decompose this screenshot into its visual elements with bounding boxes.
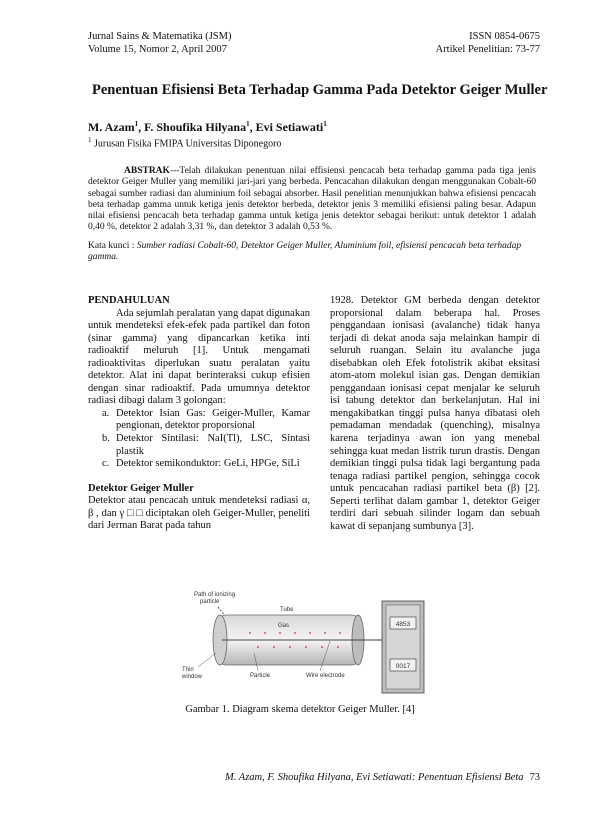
article-pages: Artikel Penelitian: 73-77 bbox=[435, 44, 540, 55]
svg-text:0017: 0017 bbox=[395, 663, 411, 670]
list-item: a. Detektor Isian Gas: Geiger-Muller, Kamar pengionan, detektor proporsional bbox=[102, 407, 310, 432]
svg-text:particle: particle bbox=[200, 599, 220, 605]
svg-text:Particle: Particle bbox=[250, 673, 271, 679]
author-1: M. Azam bbox=[88, 120, 135, 134]
svg-text:Path of ionizing: Path of ionizing bbox=[194, 592, 236, 598]
figure-caption: Gambar 1. Diagram skema detektor Geiger Muller. [4] bbox=[185, 704, 415, 715]
running-header-right bbox=[436, 30, 540, 56]
section-heading-geiger: Detektor Geiger Muller bbox=[88, 482, 194, 494]
author-2: F. Shoufika Hilyana bbox=[144, 120, 247, 134]
affiliation: $^1$ Jurusan Fisika FMIPA Universitas Diponegoro bbox=[88, 136, 282, 150]
svg-text:4853: 4853 bbox=[395, 621, 411, 628]
keywords-label: Kata kunci : bbox=[88, 241, 135, 251]
paper-title: Penentuan Efisiensi Beta Terhadap Gamma Pada Detektor Geiger Muller bbox=[92, 82, 548, 98]
author-3: Evi Setiawati bbox=[255, 120, 324, 134]
intro-paragraph: Ada sejumlah peralatan yang dapat digunakan untuk mendeteksi efek-efek pada partikel dan foton (sinar gamma) yang dipancarkan ketika inti radioaktif meluruh [1]. Untuk mengamati radioaktivitas diperlukan suatu peralatan yaitu detektor. Alat ini dapat berinteraksi cukup efisien dengan sinar radioaktif. Pada umumnya detektor radiasi dibagi dalam 3 golongan: bbox=[88, 307, 310, 407]
abstract-label: ABSTRAK bbox=[124, 166, 170, 176]
svg-text:Tube: Tube bbox=[280, 607, 294, 613]
svg-text:window: window bbox=[182, 674, 203, 680]
running-footer bbox=[225, 772, 540, 783]
keywords bbox=[88, 241, 528, 264]
abstract-text: ---Telah dilakukan penentuan nilai effisiensi pencacah beta terhadap gamma pada tiga jenis detektor Geiger Muller yang memiliki jari-jari yang berbeda. Pencacahan dilakukan dengan menggunakan Cobalt-60 sebagai sumber radiasi dan aluminium foil sebagai absorber. Hasil penelitian menunjukkan bahwa efisiensi pencacah beta terhadap gamma untuk ketiga jenis detektor berbeda, detektor jenis 3 memiliki efisiensi paling besar. Adapun nilai efisiensi pencacah beta terhadap gamma untuk ketiga jenis detektor sebagai berikut: untuk detektor 1 adalah 0,40 %, detektor 2 adalah 3,31 %, dan detektor 3 adalah 0,53 %. bbox=[88, 166, 536, 233]
author-list: M. Azam$^1$, F. Shoufika Hilyana$^1$, Evi Setiawati$^1$ bbox=[88, 120, 327, 134]
journal-volume: Volume 15, Nomor 2, April 2007 bbox=[88, 44, 227, 55]
section-heading-pendahuluan: PENDAHULUAN bbox=[88, 295, 170, 306]
list-item: b. Detektor Sintilasi: NaI(Tl), LSC, Sintasi plastik bbox=[102, 433, 310, 457]
svg-text:Thin: Thin bbox=[182, 667, 194, 673]
gm-paragraph: 1928. Detektor GM berbeda dengan detektor proporsional dalam beberapa hal. Proses penggandaan ionisasi (avalanche) tidak hanya terjadi di dekat anoda saja melainkan hampir di seluruh ruangan. Selain itu avalanche juga disebabkan oleh Efek fotolistrik akibat eksitasi atom-atom molekul isian gas. Dengan demikian penggandaan ionisasi cepat menjalar ke seluruh isi tabung detektor dan berkelanjutan. Hal ini mengakibatkan tinggi pulsa hanya dibatasi oleh pemadaman mendadak (quenching), misalnya karena terjadinya awan ion yang menebal sehingga kuat medan listrik turun drastis. Dengan demikian tinggi pulsa tidak lagi bergantung pada tenaga radiasi partikel pengion, sehingga cocok untuk pencacahan radiasi partikel beta (β) [2]. Seperti terlihat dalam gambar 1, detektor Geiger terdiri dari sebuah silinder logam dan sebuah kawat di sepanjang sumbunya [3]. bbox=[330, 295, 540, 532]
svg-text:Wire electrode: Wire electrode bbox=[306, 673, 345, 679]
keywords-text: Sumber radiasi Cobalt-60, Detektor Geiger Muller, Aluminium foil, efisiensi pencacah beta terhadap gamma. bbox=[88, 241, 522, 263]
journal-name: Jurnal Sains & Matematika (JSM) bbox=[88, 31, 232, 42]
issn: ISSN 0854-0675 bbox=[469, 31, 540, 42]
detector-list bbox=[88, 408, 310, 471]
left-column bbox=[88, 295, 310, 533]
geiger-paragraph: Detektor atau pencacah untuk mendeteksi radiasi α, β , dan γ □ □ diciptakan oleh Geiger-Muller, peneliti dari Jerman Barat pada tahun bbox=[88, 495, 310, 532]
list-item: c. Detektor semikonduktor: GeLi, HPGe, SiLi bbox=[102, 458, 300, 470]
running-header-left bbox=[88, 30, 231, 56]
footer-text: M. Azam, F. Shoufika Hilyana, Evi Setiawati: Penentuan Efisiensi Beta bbox=[224, 772, 524, 783]
geiger-muller-diagram bbox=[180, 587, 430, 697]
svg-text:Gas: Gas bbox=[278, 623, 290, 629]
right-column bbox=[330, 295, 540, 533]
page-number: 73 bbox=[529, 772, 540, 783]
abstract bbox=[88, 166, 536, 234]
